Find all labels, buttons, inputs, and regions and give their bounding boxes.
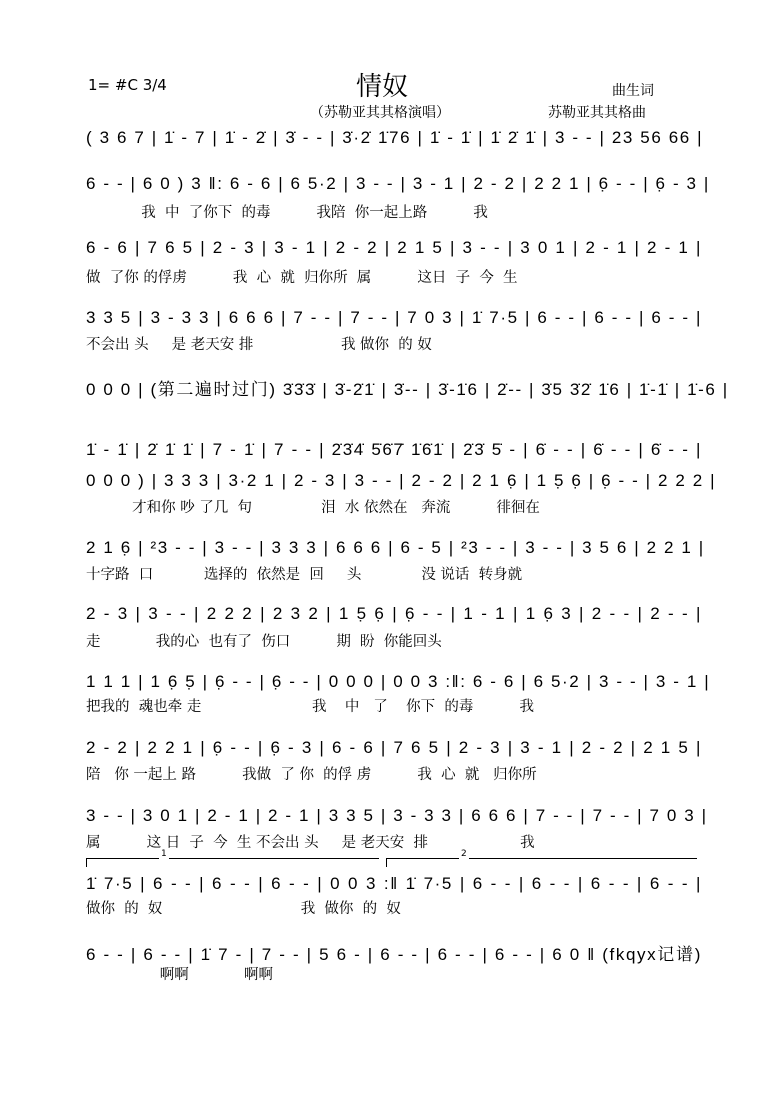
notation-line: 2 - 2 | 2 2 1 | 6̣ - - | 6̣ - 3 | 6 - 6 | 7 6 5 | 2 - 3 | 3 - 1 | 2 - 2 | 2 1 5 | [86, 738, 702, 757]
notation-line: 1̇ 7·5 | 6 - - | 6 - - | 6 - - | 0 0 3 :‖ 1̇ 7·5 | 6 - - | 6 - - | 6 - - | 6 - - | [86, 874, 702, 893]
notation-line: ( 3 6 7 | 1̇ - 7 | 1̇ - 2̇ | 3̇ - - | 3̇·2̇ 1̇76 | 1̇ - 1̇ | 1̇ 2̇ 1̇ | 3 - - | 23 56 66 | [86, 128, 704, 147]
notation-line: 0 0 0 | (第二遍时过门) 3̇3̇3̇ | 3̇-2̇1̇ | 3̇-- | 3̇-1̇6 | 2̇-- | 3̇5 3̇2̇ 1̇6 | 1̇-1̇ | 1̇-6 | [86, 380, 729, 399]
lyrics-line: 不会出 头 是 老天安 排 我 做你 的 奴 [86, 337, 432, 353]
notation-line: 6 - - | 6 - - | 1̇ 7 - | 7 - - | 5 6 - | 6 - - | 6 - - | 6 - - | 6 0 ‖ (fkqyx记谱) [86, 945, 702, 964]
volta-label: 1 [161, 849, 167, 859]
notation-line: 0 0 0 ) | 3 3 3 | 3·2 1 | 2 - 3 | 3 - - | 2 - 2 | 2 1 6̣ | 1 5̣ 6̣ | 6̣ - - | 2 2 2 | [86, 471, 717, 490]
notation-line: 6 - 6 | 7 6 5 | 2 - 3 | 3 - 1 | 2 - 2 | 2 1 5 | 3 - - | 3 0 1 | 2 - 1 | 2 - 1 | [86, 238, 702, 257]
notation-line: 6 - - | 6 0 ) 3 ‖: 6 - 6 | 6 5·2 | 3 - - | 3 - 1 | 2 - 2 | 2 2 1 | 6̣ - - | 6̣ - 3 | [86, 174, 710, 193]
notation-line: 2 - 3 | 3 - - | 2 2 2 | 2 3 2 | 1 5̣ 6̣ | 6̣ - - | 1 - 1 | 1 6̣ 3 | 2 - - | 2 - - | [86, 604, 702, 623]
lyrics-line: 属 这 日 子 今 生 不会出 头 是 老天安 排 我 [86, 835, 535, 851]
lyrics-line: 做你 的 奴 我 做你 的 奴 [86, 901, 401, 917]
notation-line: 1 1 1 | 1 6̣ 5̣ | 6̣ - - | 6̣ - - | 0 0 0 | 0 0 3 :‖: 6 - 6 | 6 5·2 | 3 - - | 3 - 1 | [86, 672, 711, 691]
singer-credit: （苏勒亚其其格演唱） [310, 105, 450, 121]
volta-bracket-2 [386, 849, 697, 867]
lyrics-line: 才和你 吵 了几 句 泪 水 依然在 奔流 徘徊在 [86, 500, 540, 516]
lyrics-line: 陪 你 一起上 路 我做 了 你 的俘 虏 我 心 就 归你所 [86, 767, 537, 783]
composer-credit: 苏勒亚其其格曲 [548, 105, 646, 121]
song-title: 情奴 [356, 72, 409, 102]
lyrics-line: 走 我的心 也有了 伤口 期 盼 你能回头 [86, 634, 442, 650]
notation-line: 3 3 5 | 3 - 3 3 | 6 6 6 | 7 - - | 7 - - | 7 0 3 | 1̇ 7·5 | 6 - - | 6 - - | 6 - - | [86, 308, 702, 327]
notation-line: 3 - - | 3 0 1 | 2 - 1 | 2 - 1 | 3 3 5 | 3 - 3 3 | 6 6 6 | 7 - - | 7 - - | 7 0 3 | [86, 806, 708, 825]
lyrics-line: 我 中 了你下 的毒 我陪 你一起上路 我 [86, 205, 488, 221]
notation-line: 1̇ - 1̇ | 2̇ 1̇ 1̇ | 7 - 1̇ | 7 - - | 2̇3̇4̇ 5̇6̇7̇ 1̇6̇1̇ | 2̇3̇ 5̇ - | 6̇ - - | 6̇ - - | 6̇ - - | [86, 440, 702, 459]
key-signature: 1= #C 3/4 [88, 76, 167, 94]
lyricist-credit: 曲生词 [612, 83, 654, 99]
volta-label: 2 [461, 849, 467, 859]
volta-bracket-1 [86, 849, 379, 867]
lyrics-line: 啊啊 啊啊 [86, 967, 274, 983]
lyrics-line: 做 了你 的俘虏 我 心 就 归你所 属 这日 子 今 生 [86, 270, 518, 286]
notation-line: 2 1 6̣ | ²3 - - | 3 - - | 3 3 3 | 6 6 6 | 6 - 5 | ²3 - - | 3 - - | 3 5 6 | 2 2 1 | [86, 538, 705, 557]
lyrics-line: 十字路 口 选择的 依然是 回 头 没 说话 转身就 [86, 567, 523, 583]
lyrics-line: 把我的 魂也牵 走 我 中 了 你下 的毒 我 [86, 699, 534, 715]
